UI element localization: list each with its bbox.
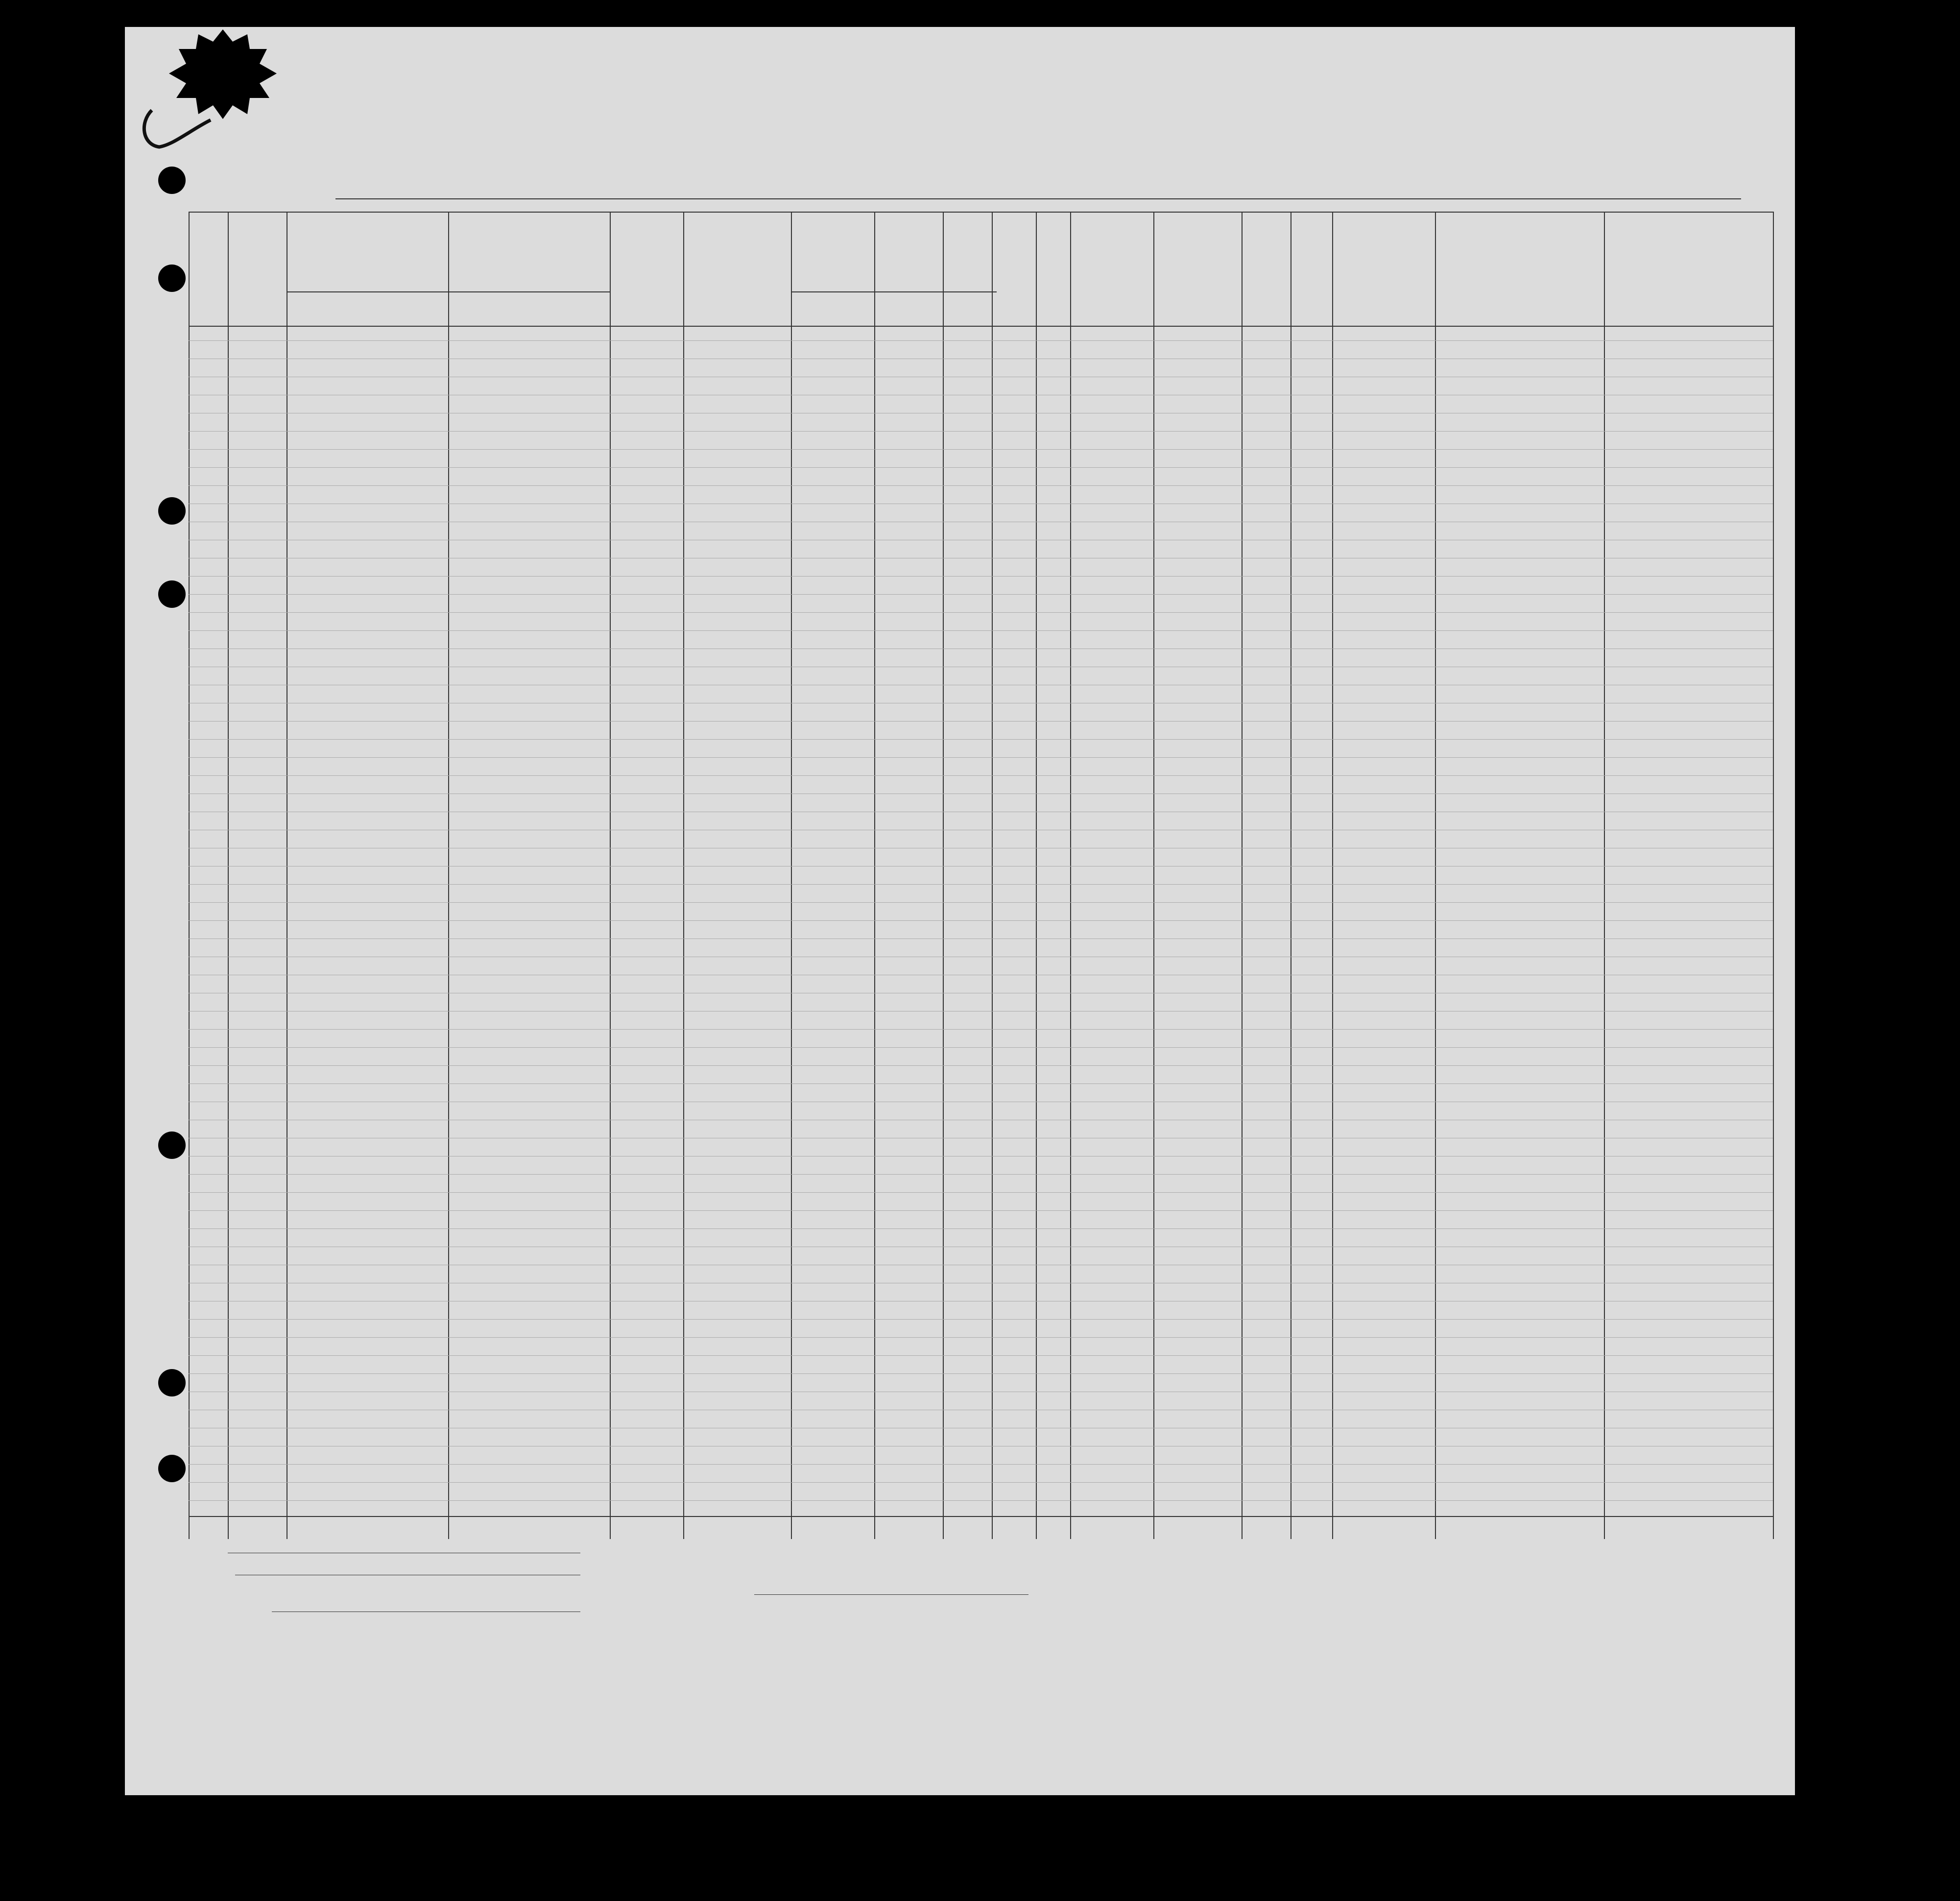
punch-hole bbox=[158, 1131, 186, 1159]
column-rule bbox=[683, 212, 684, 1539]
punch-hole bbox=[158, 167, 186, 194]
ruled-line bbox=[189, 1065, 1773, 1066]
ruled-line bbox=[189, 938, 1773, 939]
ruled-line bbox=[189, 739, 1773, 740]
column-rule bbox=[1070, 212, 1071, 1539]
ruled-line bbox=[189, 630, 1773, 631]
column-rule bbox=[448, 212, 449, 1539]
ruled-line bbox=[189, 1500, 1773, 1501]
ruled-line bbox=[189, 467, 1773, 468]
ruled-line bbox=[189, 1337, 1773, 1338]
column-rule bbox=[1153, 212, 1154, 1539]
table-top-border bbox=[189, 212, 1773, 213]
ruled-line bbox=[189, 884, 1773, 885]
punch-hole bbox=[158, 580, 186, 608]
column-rule bbox=[1773, 212, 1774, 1539]
ruled-line bbox=[189, 1319, 1773, 1320]
header-bottom-border bbox=[189, 326, 1773, 327]
punch-hole bbox=[158, 1455, 186, 1482]
punch-hole bbox=[158, 265, 186, 292]
ruled-line bbox=[189, 1192, 1773, 1193]
column-rule bbox=[1036, 212, 1037, 1539]
column-rule bbox=[1435, 212, 1436, 1539]
ruled-line bbox=[189, 1482, 1773, 1483]
ruled-line bbox=[189, 431, 1773, 432]
ruled-line bbox=[189, 1373, 1773, 1374]
column-rule bbox=[1242, 212, 1243, 1539]
ruled-line bbox=[189, 1083, 1773, 1084]
ruled-line bbox=[189, 1174, 1773, 1175]
ruled-line bbox=[189, 449, 1773, 450]
inspector-signature-line bbox=[754, 1594, 1028, 1595]
ruled-line bbox=[189, 594, 1773, 595]
column-rule bbox=[610, 212, 611, 1539]
shipped-subheader-rule bbox=[791, 291, 997, 292]
column-rule bbox=[228, 212, 229, 1539]
ruled-line bbox=[189, 920, 1773, 921]
ruled-line bbox=[189, 1228, 1773, 1229]
column-rule bbox=[992, 212, 993, 1539]
vessel-underline bbox=[335, 198, 1741, 199]
check-mark-icon bbox=[137, 100, 215, 154]
column-rule bbox=[1604, 212, 1605, 1539]
ruled-line bbox=[189, 612, 1773, 613]
ruled-line bbox=[189, 485, 1773, 486]
column-rule bbox=[874, 212, 875, 1539]
ruled-line bbox=[189, 775, 1773, 776]
ruled-line bbox=[189, 902, 1773, 903]
ruled-line bbox=[189, 1047, 1773, 1048]
column-rule bbox=[189, 212, 190, 1539]
table-bottom-border bbox=[189, 1516, 1773, 1517]
punch-hole bbox=[158, 1369, 186, 1396]
ruled-line bbox=[189, 340, 1773, 341]
ruled-line bbox=[189, 1210, 1773, 1211]
column-rule bbox=[1332, 212, 1333, 1539]
punch-hole bbox=[158, 497, 186, 525]
ruled-line bbox=[189, 721, 1773, 722]
ruled-line bbox=[189, 576, 1773, 577]
manifest-sheet bbox=[125, 27, 1795, 1795]
column-rule bbox=[943, 212, 944, 1539]
ruled-line bbox=[189, 1355, 1773, 1356]
ruled-line bbox=[189, 757, 1773, 758]
ruled-line bbox=[189, 1464, 1773, 1465]
column-rule bbox=[791, 212, 792, 1539]
ruled-line bbox=[189, 1029, 1773, 1030]
